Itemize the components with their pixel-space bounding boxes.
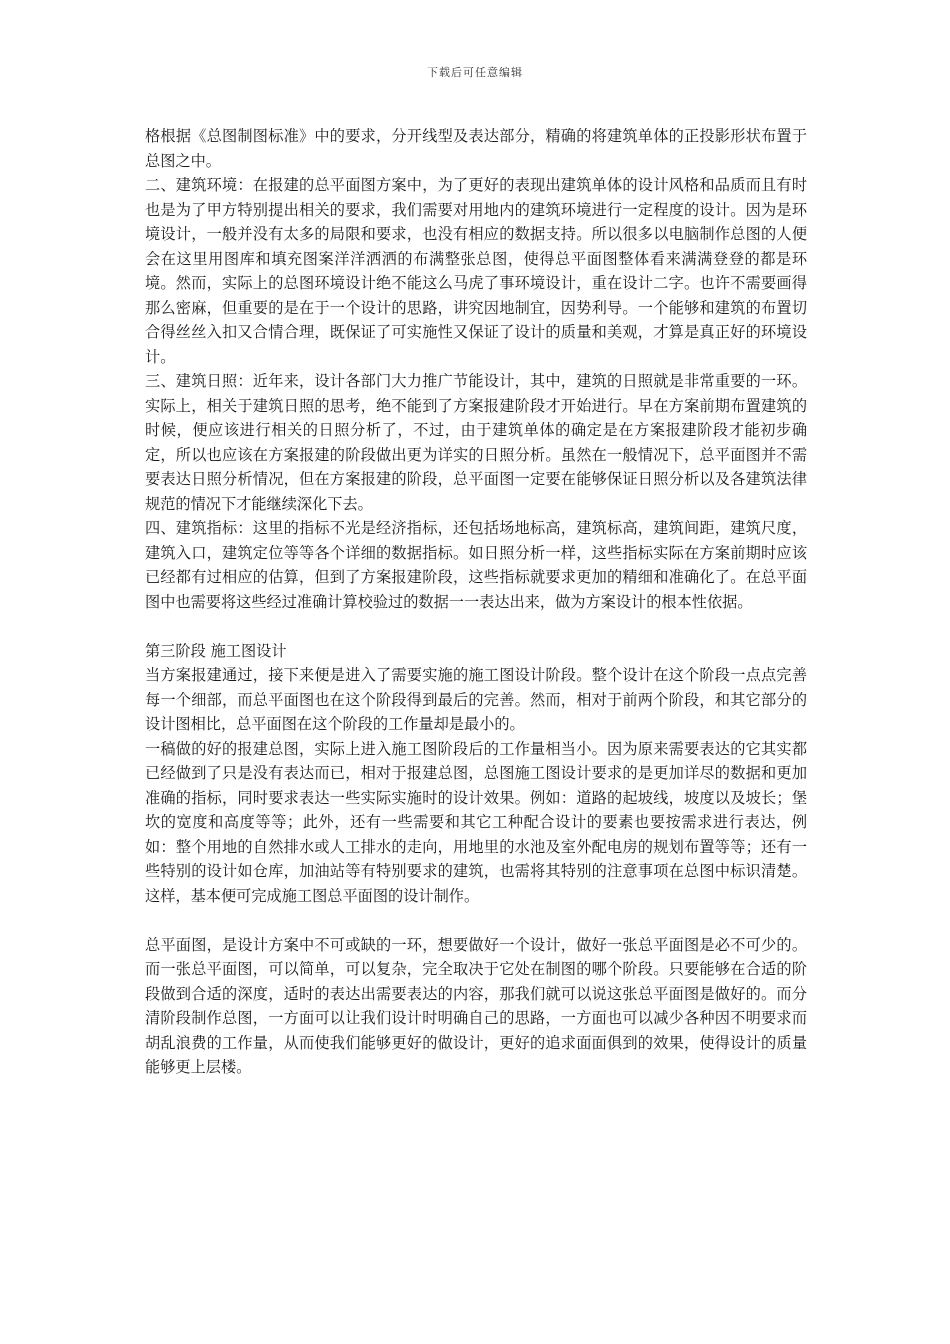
document-body [145,124,807,1080]
blank-line [145,614,807,639]
paragraph-conclusion: 总平面图，是设计方案中不可或缺的一环，想要做好一个设计，做好一张总平面图是必不可少的。而一张总平面图，可以简单，可以复杂，完全取决于它处在制图的哪个阶段。只要能够在合适的阶段做到合适的深度，适时的表达出需要表达的内容，那我们就可以说这张总平面图是做好的。而分清阶段制作总图，一方面可以让我们设计时明确自己的思路，一方面也可以减少各种因不明要求而胡乱浪费的工作量，从而使我们能够更好的做设计，更好的追求面面俱到的效果，使得设计的质量能够更上层楼。 [145,935,807,1076]
paragraph-building-environment: 二、建筑环境：在报建的总平面图方案中，为了更好的表现出建筑单体的设计风格和品质而且有时也是为了甲方特别提出相关的要求，我们需要对用地内的建筑环境进行一定程度的设计。因为是环境设计，一般并没有太多的局限和要求，也没有相应的数据支持。所以很多以电脑制作总图的人便会在这里用图库和填充图案洋洋洒洒的布满整张总图，使得总平面图整体看来满满登登的都是环境。然而，实际上的总图环境设计绝不能这么马虎了事环境设计，重在设计二字。也许不需要画得那么密麻，但重要的是在于一个设计的思路，讲究因地制宜，因势利导。一个能够和建筑的布置切合得丝丝入扣又合情合理，既保证了可实施性又保证了设计的质量和美观，才算是真正好的环境设计。 [145,176,807,366]
blank-line [145,908,807,933]
paragraph-construction-stage-intro: 当方案报建通过，接下来便是进入了需要实施的施工图设计阶段。整个设计在这个阶段一点点完善每一个细部，而总平面图也在这个阶段得到最后的完善。然而，相对于前两个阶段，和其它部分的设计图相比，总平面图在这个阶段的工作量却是最小的。 [145,666,807,733]
paragraph-site-layout-end: 格根据《总图制图标准》中的要求，分开线型及表达部分，精确的将建筑单体的正投影形状布置于总图之中。 [145,127,807,170]
section-heading-stage-three: 第三阶段 施工图设计 [145,641,287,660]
paragraph-building-sunlight: 三、建筑日照：近年来，设计各部门大力推广节能设计，其中，建筑的日照就是非常重要的一环。实际上，相关于建筑日照的思考，绝不能到了方案报建阶段才开始进行。早在方案前期布置建筑的时候，便应该进行相关的日照分析了，不过，由于建筑单体的确定是在方案报建阶段才能初步确定，所以也应该在方案报建的阶段做出更为详实的日照分析。虽然在一般情况下，总平面图并不需要表达日照分析情况，但在方案报建的阶段，总平面图一定要在能够保证日照分析以及各建筑法律规范的情况下才能继续深化下去。 [145,372,807,513]
paragraph-construction-details: 一稿做的好的报建总图，实际上进入施工图阶段后的工作量相当小。因为原来需要表达的它其实都已经做到了只是没有表达而已，相对于报建总图，总图施工图设计要求的是更加详尽的数据和更加准确的指标，同时要求表达一些实际实施时的设计效果。例如：道路的起坡线，坡度以及坡长；堡坎的宽度和高度等等；此外，还有一些需要和其它工种配合设计的要素也要按需求进行表达，例如：整个用地的自然排水或人工排水的走向，用地里的水池及室外配电房的规划布置等等；还有一些特别的设计如仓库，加油站等有特别要求的建筑，也需将其特别的注意事项在总图中标识清楚。这样，基本便可完成施工图总平面图的设计制作。 [145,739,807,905]
paragraph-building-indicators: 四、建筑指标：这里的指标不光是经济指标，还包括场地标高，建筑标高，建筑间距，建筑尺度，建筑入口，建筑定位等等各个详细的数据指标。如日照分析一样，这些指标实际在方案前期时应该已经都有过相应的估算，但到了方案报建阶段，这些指标就要求更加的精细和准确化了。在总平面图中也需要将这些经过准确计算校验过的数据一一表达出来，做为方案设计的根本性依据。 [145,519,807,611]
page-header: 下载后可任意编辑 [427,66,523,79]
